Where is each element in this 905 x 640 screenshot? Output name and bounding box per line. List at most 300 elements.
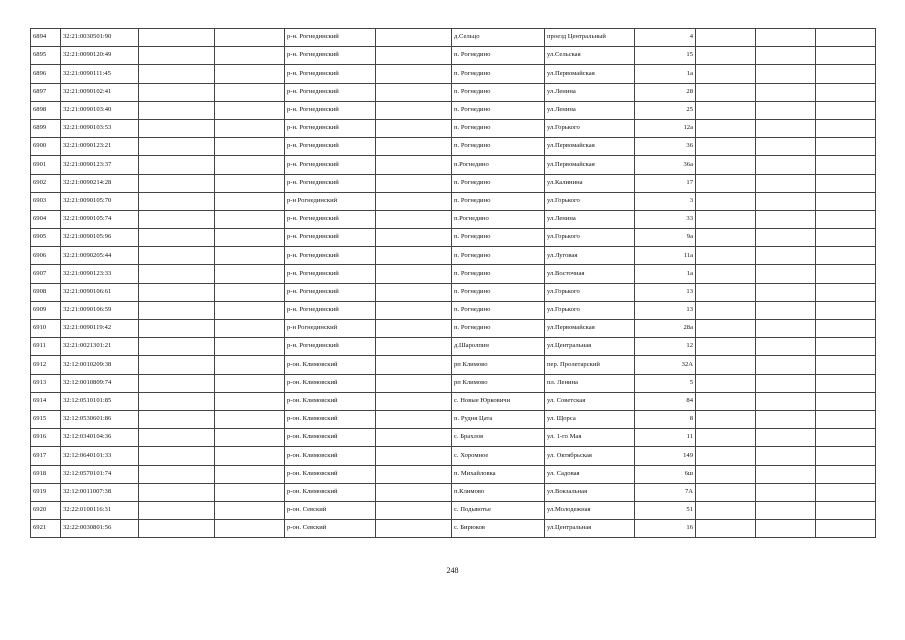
empty-cell [215,138,285,156]
row-number: 6896 [31,65,61,83]
empty-cell [139,210,215,228]
cadastral-number: 32:21:0090105:70 [61,192,139,210]
row-number: 6905 [31,229,61,247]
locality-cell: п.Климово [452,483,545,501]
empty-cell [215,210,285,228]
empty-cell [696,301,756,319]
empty-cell [696,356,756,374]
empty-cell [139,483,215,501]
empty-cell [756,138,816,156]
empty-cell [756,119,816,137]
row-number: 6902 [31,174,61,192]
empty-cell [215,374,285,392]
locality-cell: п.Рогнедино [452,210,545,228]
empty-cell [696,320,756,338]
empty-cell [215,356,285,374]
house-cell: 15 [635,47,696,65]
empty-cell [139,47,215,65]
district-cell: р-н. Рогнединский [285,301,376,319]
empty-cell [756,47,816,65]
street-cell: ул.Ленина [545,83,635,101]
empty-cell [215,192,285,210]
empty-cell [696,465,756,483]
empty-cell [756,483,816,501]
empty-cell [215,465,285,483]
table-row [31,156,876,174]
cadastral-number: 32:12:0510101:85 [61,392,139,410]
empty-cell [696,174,756,192]
row-number: 6916 [31,429,61,447]
empty-cell [215,119,285,137]
row-number: 6900 [31,138,61,156]
empty-cell [696,447,756,465]
table-row [31,392,876,410]
table-row [31,483,876,501]
empty-cell [376,392,452,410]
district-cell: р-н. Рогнединский [285,119,376,137]
street-cell: ул.Горького [545,283,635,301]
district-cell: р-н. Рогнединский [285,156,376,174]
empty-cell [696,265,756,283]
row-number: 6897 [31,83,61,101]
empty-cell [215,229,285,247]
empty-cell [756,374,816,392]
street-cell: ул.Первомайская [545,65,635,83]
empty-cell [139,265,215,283]
table-row [31,520,876,538]
street-cell: ул.Ленина [545,101,635,119]
empty-cell [816,29,876,47]
cadastral-number: 32:12:0640101:33 [61,447,139,465]
empty-cell [696,483,756,501]
cadastral-number: 32:21:0021301:21 [61,338,139,356]
empty-cell [696,501,756,519]
row-number: 6898 [31,101,61,119]
empty-cell [376,174,452,192]
empty-cell [696,210,756,228]
empty-cell [215,320,285,338]
empty-cell [756,465,816,483]
empty-cell [139,83,215,101]
house-cell: 32А [635,356,696,374]
district-cell: р-н. Рогнединский [285,229,376,247]
locality-cell: д.Сельцо [452,29,545,47]
empty-cell [139,283,215,301]
empty-cell [756,101,816,119]
empty-cell [139,119,215,137]
empty-cell [816,301,876,319]
table-row [31,410,876,428]
row-number: 6895 [31,47,61,65]
house-cell: 4 [635,29,696,47]
empty-cell [816,501,876,519]
row-number: 6920 [31,501,61,519]
empty-cell [756,301,816,319]
empty-cell [376,465,452,483]
cadastral-number: 32:21:0090214:28 [61,174,139,192]
empty-cell [756,83,816,101]
district-cell: р-он. Климовский [285,483,376,501]
empty-cell [376,29,452,47]
cadastral-number: 32:21:0090123:33 [61,265,139,283]
empty-cell [139,410,215,428]
street-cell: ул. Садовая [545,465,635,483]
table-row [31,192,876,210]
street-cell: проезд Центральный [545,29,635,47]
empty-cell [376,156,452,174]
empty-cell [376,138,452,156]
cadastral-number: 32:12:0010809:74 [61,374,139,392]
locality-cell: п.Рогнедино [452,156,545,174]
table-body [31,29,876,538]
empty-cell [816,374,876,392]
empty-cell [756,429,816,447]
locality-cell: п. Рогнедино [452,119,545,137]
empty-cell [816,447,876,465]
empty-cell [696,192,756,210]
locality-cell: п. Рогнедино [452,265,545,283]
district-cell: р-он. Климовский [285,392,376,410]
cadastral-number: 32:21:0090102:41 [61,83,139,101]
empty-cell [816,101,876,119]
district-cell: р-н. Рогнединский [285,247,376,265]
empty-cell [696,338,756,356]
empty-cell [376,265,452,283]
district-cell: р-н. Рогнединский [285,47,376,65]
empty-cell [215,83,285,101]
empty-cell [139,501,215,519]
table-row [31,301,876,319]
district-cell: р-он. Севский [285,501,376,519]
empty-cell [756,156,816,174]
empty-cell [139,374,215,392]
district-cell: р-он. Климовский [285,356,376,374]
cadastral-number: 32:12:0530601:86 [61,410,139,428]
empty-cell [215,29,285,47]
empty-cell [376,338,452,356]
table-row [31,338,876,356]
house-cell: 51 [635,501,696,519]
cadastral-number: 32:21:0090106:61 [61,283,139,301]
empty-cell [139,465,215,483]
street-cell: ул.Первомайская [545,156,635,174]
locality-cell: п. Рогнедино [452,174,545,192]
street-cell: ул. Советская [545,392,635,410]
district-cell: р-н. Рогнединский [285,83,376,101]
row-number: 6921 [31,520,61,538]
table-row [31,65,876,83]
empty-cell [816,174,876,192]
empty-cell [816,210,876,228]
locality-cell: п. Рогнедино [452,138,545,156]
empty-cell [139,174,215,192]
row-number: 6918 [31,465,61,483]
locality-cell: д.Шаролпин [452,338,545,356]
street-cell: ул.Молодежная [545,501,635,519]
street-cell: ул.Центральная [545,338,635,356]
locality-cell: с. Бирюков [452,520,545,538]
empty-cell [816,65,876,83]
house-cell: 28 [635,83,696,101]
page-number: 248 [446,566,459,575]
empty-cell [756,29,816,47]
empty-cell [139,192,215,210]
street-cell: ул.Луговая [545,247,635,265]
table-row [31,247,876,265]
street-cell: ул.Ленина [545,210,635,228]
empty-cell [139,320,215,338]
row-number: 6899 [31,119,61,137]
cadastral-number: 32:12:0340104:36 [61,429,139,447]
empty-cell [139,392,215,410]
house-cell: 11 [635,429,696,447]
empty-cell [376,374,452,392]
empty-cell [756,265,816,283]
street-cell: ул.Сельская [545,47,635,65]
district-cell: р-н. Рогнединский [285,174,376,192]
empty-cell [376,192,452,210]
empty-cell [696,156,756,174]
street-cell: ул.Горького [545,119,635,137]
empty-cell [696,247,756,265]
row-number: 6911 [31,338,61,356]
empty-cell [215,265,285,283]
street-cell: ул.Калинина [545,174,635,192]
street-cell: пл. Ленина [545,374,635,392]
row-number: 6912 [31,356,61,374]
empty-cell [376,229,452,247]
empty-cell [139,247,215,265]
empty-cell [816,283,876,301]
house-cell: 28а [635,320,696,338]
empty-cell [139,65,215,83]
row-number: 6907 [31,265,61,283]
district-cell: р-он. Севский [285,520,376,538]
table-row [31,447,876,465]
locality-cell: п. Рогнедино [452,301,545,319]
table-row [31,29,876,47]
empty-cell [756,447,816,465]
empty-cell [816,320,876,338]
table-row [31,374,876,392]
street-cell: ул.Восточная [545,265,635,283]
house-cell: 3 [635,192,696,210]
district-cell: р-он. Климовский [285,465,376,483]
empty-cell [215,520,285,538]
empty-cell [756,338,816,356]
empty-cell [696,410,756,428]
locality-cell: п. Рогнедино [452,192,545,210]
table-row [31,119,876,137]
empty-cell [215,429,285,447]
table-row [31,283,876,301]
house-cell: 1а [635,265,696,283]
cadastral-number: 32:21:0090119:42 [61,320,139,338]
district-cell: р-он. Климовский [285,374,376,392]
empty-cell [376,101,452,119]
row-number: 6917 [31,447,61,465]
empty-cell [816,265,876,283]
row-number: 6914 [31,392,61,410]
table-row [31,356,876,374]
empty-cell [816,138,876,156]
house-cell: 36 [635,138,696,156]
house-cell: 7А [635,483,696,501]
row-number: 6915 [31,410,61,428]
empty-cell [215,483,285,501]
empty-cell [139,301,215,319]
empty-cell [816,192,876,210]
row-number: 6908 [31,283,61,301]
empty-cell [756,392,816,410]
empty-cell [756,174,816,192]
empty-cell [756,192,816,210]
table-row [31,47,876,65]
empty-cell [376,483,452,501]
empty-cell [139,229,215,247]
empty-cell [215,410,285,428]
empty-cell [696,392,756,410]
cadastral-number: 32:21:0090123:21 [61,138,139,156]
registry-table [30,28,876,538]
locality-cell: п. Рогнедино [452,247,545,265]
empty-cell [215,392,285,410]
row-number: 6901 [31,156,61,174]
empty-cell [816,392,876,410]
street-cell: ул.Горького [545,192,635,210]
empty-cell [696,229,756,247]
row-number: 6909 [31,301,61,319]
district-cell: р-н. Рогнединский [285,265,376,283]
row-number: 6913 [31,374,61,392]
empty-cell [816,520,876,538]
house-cell: 25 [635,101,696,119]
empty-cell [376,247,452,265]
empty-cell [756,210,816,228]
table-row [31,83,876,101]
district-cell: р-н. Рогнединский [285,210,376,228]
house-cell: 149 [635,447,696,465]
empty-cell [139,520,215,538]
house-cell: 5 [635,374,696,392]
cadastral-number: 32:22:0100116:31 [61,501,139,519]
empty-cell [696,374,756,392]
empty-cell [139,138,215,156]
street-cell: ул.Горького [545,229,635,247]
table-row [31,210,876,228]
street-cell: ул.Центральная [545,520,635,538]
locality-cell: п. Михайловка [452,465,545,483]
house-cell: 17 [635,174,696,192]
district-cell: р-н. Рогнединский [285,101,376,119]
empty-cell [376,47,452,65]
empty-cell [696,47,756,65]
empty-cell [816,229,876,247]
row-number: 6906 [31,247,61,265]
cadastral-number: 32:21:0090111:45 [61,65,139,83]
house-cell: 13 [635,283,696,301]
empty-cell [215,301,285,319]
street-cell: ул. Октябрьская [545,447,635,465]
district-cell: р-н. Рогнединский [285,29,376,47]
empty-cell [376,501,452,519]
cadastral-number: 32:21:0090106:59 [61,301,139,319]
empty-cell [215,101,285,119]
locality-cell: рп Климово [452,374,545,392]
row-number: 6919 [31,483,61,501]
empty-cell [696,520,756,538]
empty-cell [376,356,452,374]
empty-cell [215,283,285,301]
row-number: 6903 [31,192,61,210]
cadastral-number: 32:12:0010209:38 [61,356,139,374]
empty-cell [816,429,876,447]
table-row [31,138,876,156]
empty-cell [756,65,816,83]
empty-cell [816,465,876,483]
empty-cell [376,447,452,465]
empty-cell [376,283,452,301]
house-cell: 1а [635,65,696,83]
empty-cell [215,65,285,83]
empty-cell [139,29,215,47]
cadastral-number: 32:22:0030801:56 [61,520,139,538]
house-cell: 11а [635,247,696,265]
locality-cell: с. Брахлов [452,429,545,447]
street-cell: ул.Вокзальная [545,483,635,501]
locality-cell: с. Новые Юрковичи [452,392,545,410]
empty-cell [756,229,816,247]
empty-cell [816,83,876,101]
empty-cell [376,83,452,101]
row-number: 6894 [31,29,61,47]
house-cell: 6ш [635,465,696,483]
empty-cell [376,429,452,447]
table-row [31,265,876,283]
cadastral-number: 32:21:0090123:37 [61,156,139,174]
empty-cell [696,138,756,156]
empty-cell [139,447,215,465]
empty-cell [696,429,756,447]
cadastral-number: 32:21:0090105:74 [61,210,139,228]
locality-cell: с. Хоромное [452,447,545,465]
empty-cell [139,101,215,119]
empty-cell [376,520,452,538]
house-cell: 8 [635,410,696,428]
empty-cell [376,301,452,319]
cadastral-number: 32:21:0030501:90 [61,29,139,47]
house-cell: 84 [635,392,696,410]
row-number: 6910 [31,320,61,338]
empty-cell [696,119,756,137]
empty-cell [696,283,756,301]
locality-cell: п. Рогнедино [452,283,545,301]
street-cell: пер. Пролетарский [545,356,635,374]
empty-cell [696,29,756,47]
empty-cell [816,356,876,374]
empty-cell [696,65,756,83]
district-cell: р-н. Рогнединский [285,338,376,356]
street-cell: ул.Первомайская [545,320,635,338]
district-cell: р-н. Рогнединский [285,283,376,301]
house-cell: 36а [635,156,696,174]
empty-cell [215,501,285,519]
empty-cell [756,410,816,428]
locality-cell: п. Рогнедино [452,320,545,338]
empty-cell [756,520,816,538]
empty-cell [816,156,876,174]
empty-cell [376,410,452,428]
